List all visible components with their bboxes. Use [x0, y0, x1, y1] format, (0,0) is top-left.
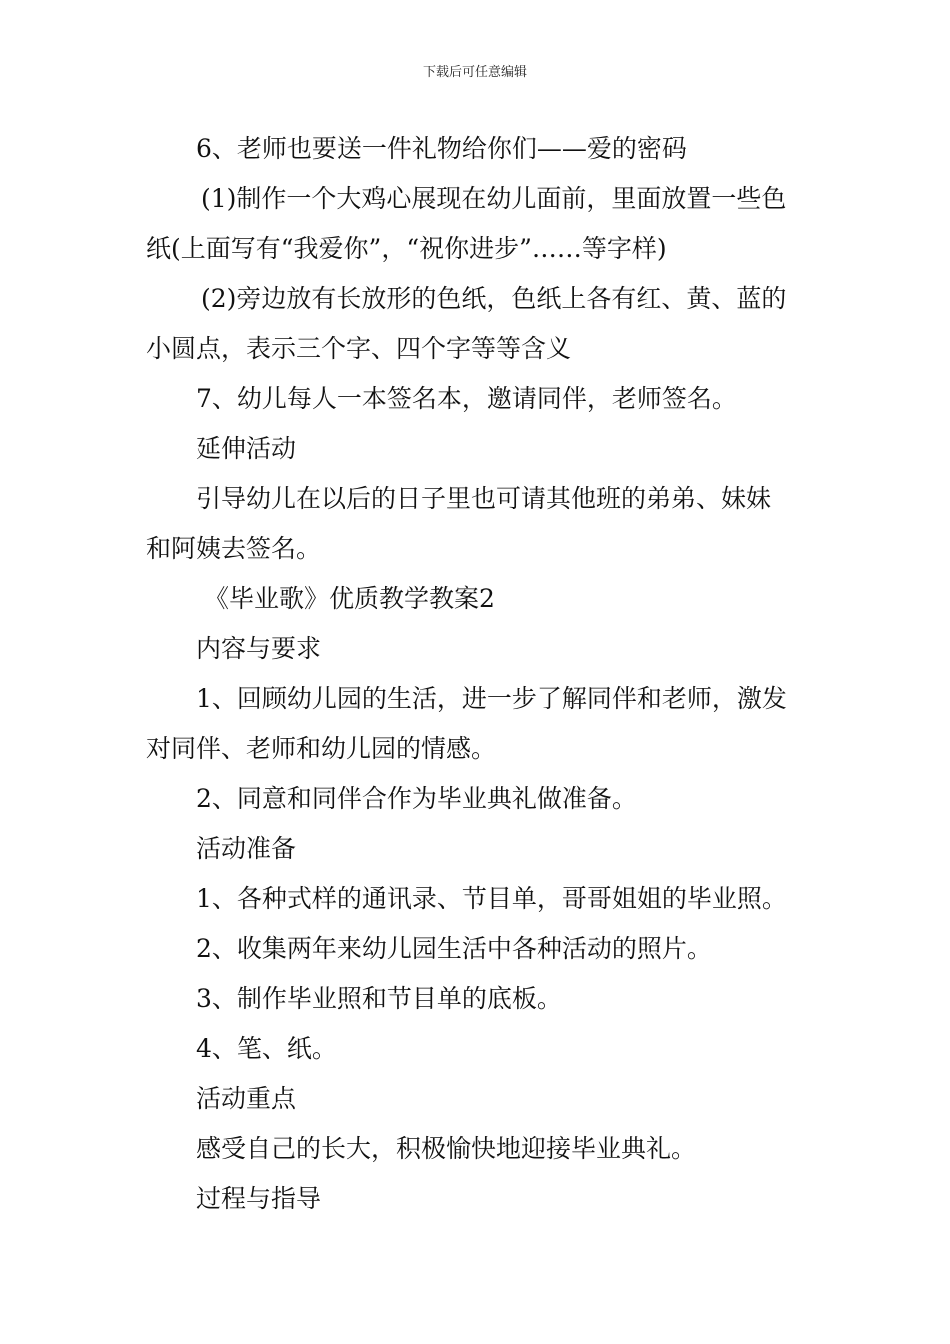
section-heading: 延伸活动: [196, 434, 297, 463]
paragraph-line: 引导幼儿在以后的日子里也可请其他班的弟弟、妹妹: [196, 484, 772, 513]
document-body: [146, 124, 808, 1224]
section-heading: 活动重点: [196, 1084, 297, 1113]
paragraph-line: 4、笔、纸。: [196, 1034, 337, 1063]
document-title: 《毕业歌》优质教学教案2: [204, 584, 495, 613]
paragraph-line: 6、老师也要送一件礼物给你们——爱的密码: [196, 134, 687, 163]
paragraph-line: 小圆点，表示三个字、四个字等等含义: [146, 334, 572, 363]
paragraph-line: 1、回顾幼儿园的生活，进一步了解同伴和老师，激发: [196, 684, 787, 713]
paragraph-line: 感受自己的长大，积极愉快地迎接毕业典礼。: [196, 1134, 697, 1163]
section-heading: 活动准备: [196, 834, 297, 863]
paragraph-line: 2、同意和同伴合作为毕业典礼做准备。: [196, 784, 637, 813]
paragraph-line: 7、幼儿每人一本签名本，邀请同伴，老师签名。: [196, 384, 737, 413]
paragraph-line: 2、收集两年来幼儿园生活中各种活动的照片。: [196, 934, 712, 963]
paragraph-line: 和阿姨去签名。: [146, 534, 322, 563]
paragraph-line: 1、各种式样的通讯录、节目单，哥哥姐姐的毕业照。: [196, 884, 787, 913]
paragraph-line: (1)制作一个大鸡心展现在幼儿面前，里面放置一些色: [201, 184, 787, 213]
paragraph-line: 纸(上面写有“我爱你”，“祝你进步”……等字样): [146, 234, 667, 263]
paragraph-line: 对同伴、老师和幼儿园的情感。: [146, 734, 497, 763]
section-heading: 过程与指导: [196, 1184, 322, 1213]
paragraph-line: 3、制作毕业照和节目单的底板。: [196, 984, 562, 1013]
paragraph-line: (2)旁边放有长放形的色纸，色纸上各有红、黄、蓝的: [201, 284, 787, 313]
page-header: 下载后可任意编辑: [422, 65, 527, 80]
section-heading: 内容与要求: [196, 634, 322, 663]
